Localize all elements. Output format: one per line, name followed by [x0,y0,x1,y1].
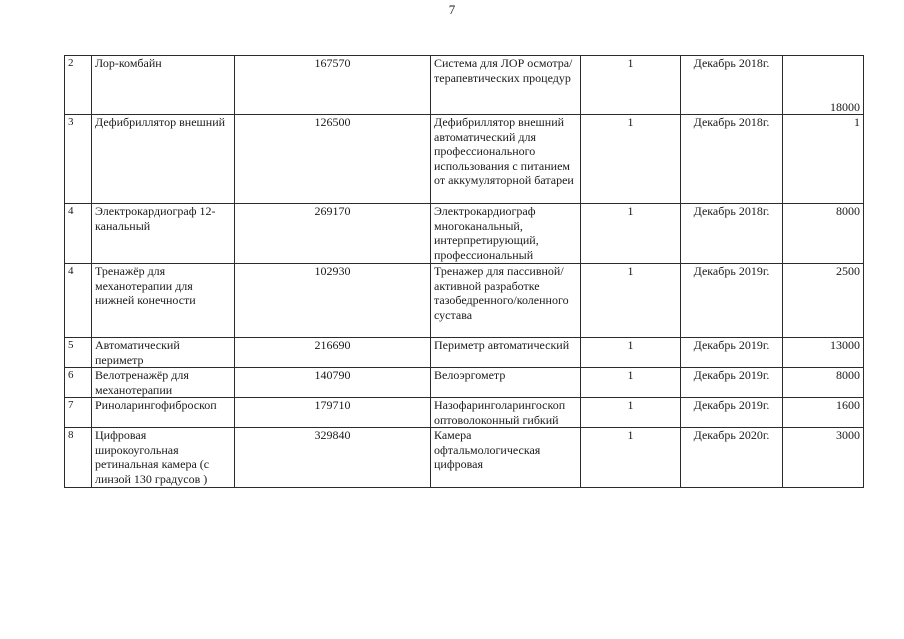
equipment-table [64,55,864,488]
row-number: 6 [65,368,92,398]
item-description: Назофаринголарингоскоп оптоволоконный гибкий [431,398,581,428]
item-name: Риноларингофиброскоп [92,398,235,428]
item-quantity: 1 [581,338,681,368]
item-price: 2500 [783,264,864,338]
item-quantity: 1 [581,428,681,488]
item-description: Велоэргометр [431,368,581,398]
item-name: Дефибриллятор внешний [92,115,235,204]
table-row [65,264,864,338]
item-quantity: 1 [581,264,681,338]
item-date: Декабрь 2018г. [681,56,783,115]
item-code: 329840 [235,428,431,488]
item-code: 179710 [235,398,431,428]
item-name: Цифровая широкоугольная ретинальная камера (с линзой 130 градусов ) [92,428,235,488]
item-code: 102930 [235,264,431,338]
item-description: Тренажер для пассивной/активной разработке тазобедренного/коленного сустава [431,264,581,338]
item-name: Лор-комбайн [92,56,235,115]
row-number: 3 [65,115,92,204]
row-number: 4 [65,264,92,338]
item-description: Дефибриллятор внешний автоматический для профессионального использования с питанием от аккумуляторной батареи [431,115,581,204]
item-code: 126500 [235,115,431,204]
item-price: 1 [783,115,864,204]
table-row [65,398,864,428]
item-quantity: 1 [581,368,681,398]
item-quantity: 1 [581,56,681,115]
item-price: 1600 [783,398,864,428]
table-row [65,338,864,368]
item-date: Декабрь 2020г. [681,428,783,488]
item-date: Декабрь 2019г. [681,368,783,398]
row-number: 7 [65,398,92,428]
item-date: Декабрь 2019г. [681,264,783,338]
item-quantity: 1 [581,204,681,264]
item-code: 140790 [235,368,431,398]
item-code: 216690 [235,338,431,368]
table-row [65,56,864,115]
item-price: 18000 [783,56,864,115]
item-name: Тренажёр для механотерапии для нижней конечности [92,264,235,338]
item-name: Электрокардиограф 12-канальный [92,204,235,264]
item-date: Декабрь 2018г. [681,115,783,204]
item-description: Электрокардиограф многоканальный, интерпретирующий, профессиональный [431,204,581,264]
table-row [65,428,864,488]
row-number: 5 [65,338,92,368]
item-price: 13000 [783,338,864,368]
item-quantity: 1 [581,398,681,428]
item-name: Автоматический периметр [92,338,235,368]
item-price: 8000 [783,368,864,398]
table-row [65,115,864,204]
item-date: Декабрь 2019г. [681,338,783,368]
row-number: 8 [65,428,92,488]
item-code: 167570 [235,56,431,115]
row-number: 2 [65,56,92,115]
table-row [65,368,864,398]
item-description: Периметр автоматический [431,338,581,368]
item-name: Велотренажёр для механотерапии [92,368,235,398]
item-price: 3000 [783,428,864,488]
item-code: 269170 [235,204,431,264]
item-date: Декабрь 2018г. [681,204,783,264]
item-description: Система для ЛОР осмотра/терапевтических процедур [431,56,581,115]
item-price: 8000 [783,204,864,264]
item-quantity: 1 [581,115,681,204]
item-description: Камера офтальмологическая цифровая [431,428,581,488]
row-number: 4 [65,204,92,264]
item-date: Декабрь 2019г. [681,398,783,428]
table-row [65,204,864,264]
page-number: 7 [448,2,456,17]
